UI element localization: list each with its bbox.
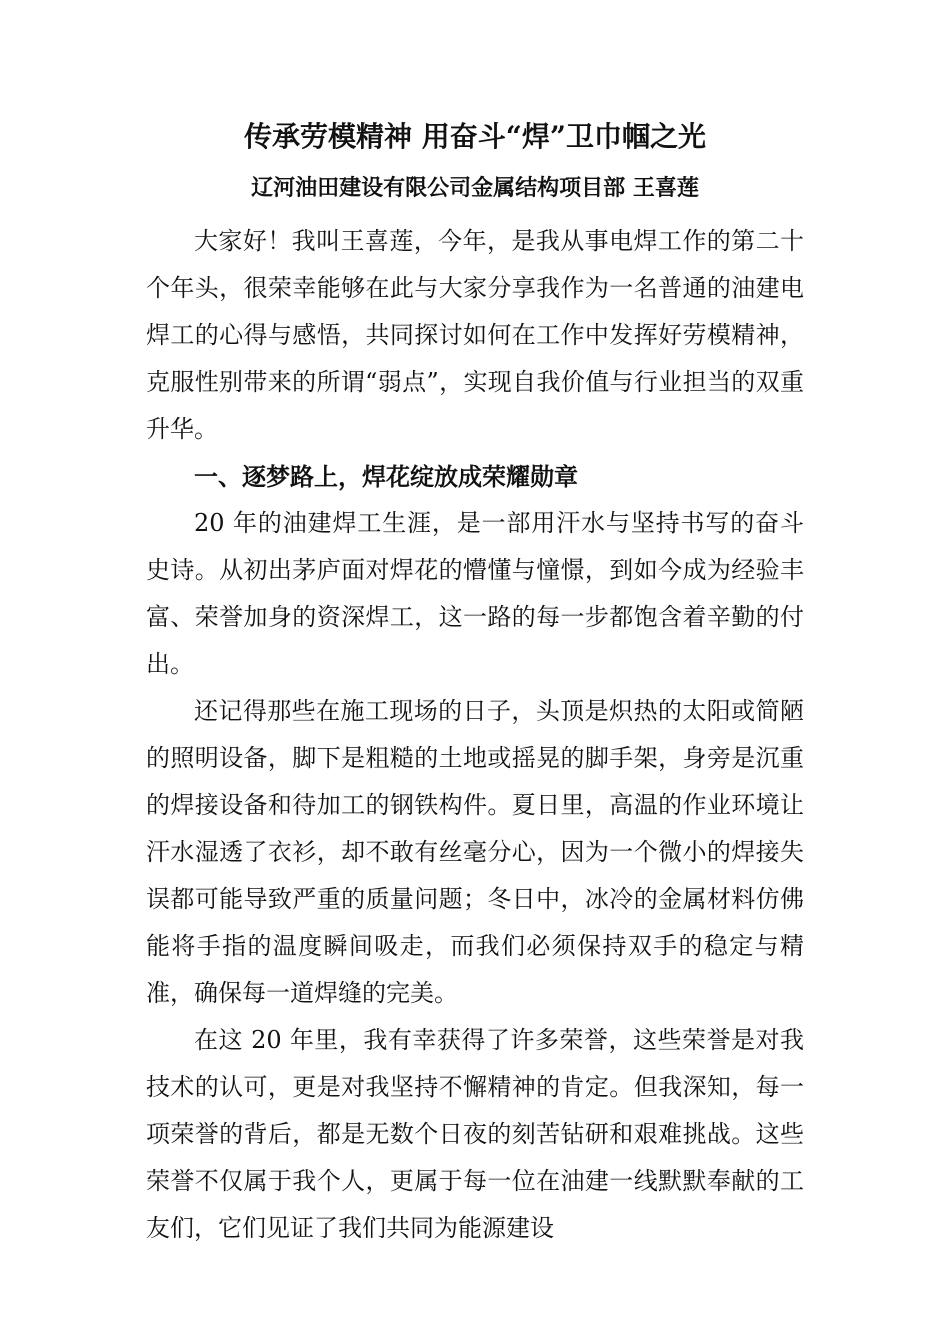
author-line: 辽河油田建设有限公司金属结构项目部 王喜莲 (251, 175, 699, 201)
paragraph-worksite: 还记得那些在施工现场的日子，头顶是炽热的太阳或简陋的照明设备，脚下是粗糙的土地或摇晃的脚手架，身旁是沉重的焊接设备和待加工的钢铁构件。夏日里，高温的作业环境让汗水湿透了衣衫，却不敢有丝毫分心，因为一个微小的焊接失误都可能导致严重的质量问题；冬日中，冰冷的金属材料仿佛能将手指的温度瞬间吸走，而我们必须保持双手的稳定与精准，确保每一道焊缝的完美。 (146, 697, 804, 1007)
paragraph-intro: 大家好！我叫王喜莲，今年，是我从事电焊工作的第二十个年头，很荣幸能够在此与大家分享我作为一名普通的油建电焊工的心得与感悟，共同探讨如何在工作中发挥好劳模精神，克服性别带来的所谓“弱点”，实现自我价值与行业担当的双重升华。 (146, 227, 804, 443)
document-body (146, 218, 804, 1252)
paragraph-career: 20 年的油建焊工生涯，是一部用汗水与坚持书写的奋斗史诗。从初出茅庐面对焊花的懵懂与憧憬，到如今成为经验丰富、荣誉加身的资深焊工，这一路的每一步都饱含着辛勤的付出。 (146, 509, 804, 678)
section-heading-1: 一、逐梦路上，焊花绽放成荣耀勋章 (194, 462, 578, 491)
paragraph-honors: 在这 20 年里，我有幸获得了许多荣誉，这些荣誉是对我技术的认可，更是对我坚持不懈精神的肯定。但我深知，每一项荣誉的背后，都是无数个日夜的刻苦钻研和艰难挑战。这些荣誉不仅属于我个人，更属于每一位在油建一线默默奉献的工友们，它们见证了我们共同为能源建设 (146, 1026, 804, 1242)
document-title: 传承劳模精神 用奋斗“焊”卫巾帼之光 (244, 120, 706, 153)
